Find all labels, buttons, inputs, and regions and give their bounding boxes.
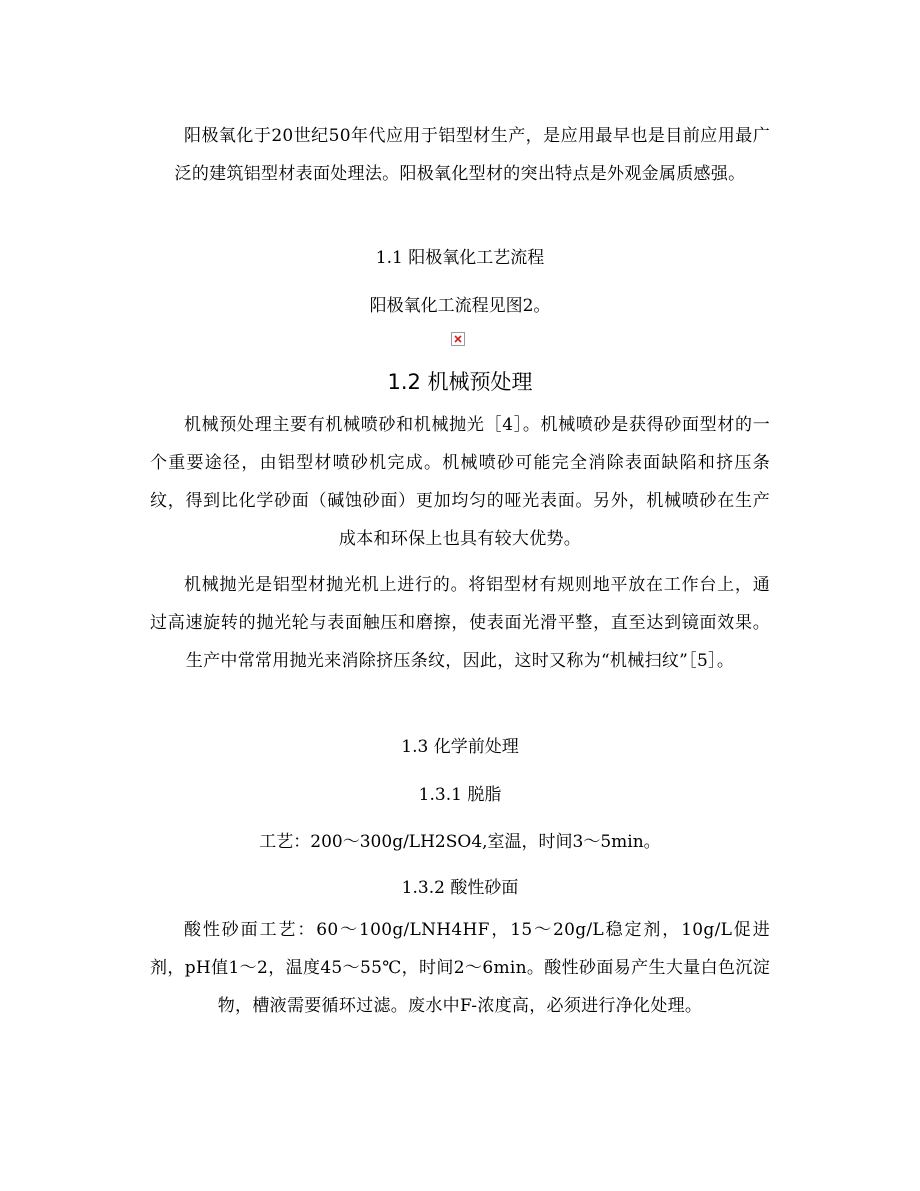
section-1-2-heading: 1.2 机械预处理 bbox=[387, 370, 533, 394]
section-1-1-text: 阳极氧化工流程见图2。 bbox=[369, 296, 551, 316]
section-1-3-heading: 1.3 化学前处理 bbox=[401, 737, 519, 757]
mechanical-polishing-paragraph: 机械抛光是铝型材抛光机上进行的。将铝型材有规则地平放在工作台上，通过高速旋转的抛光轮与表面触压和磨擦，使表面光滑平整，直至达到镜面效果。生产中常常用抛光来消除挤压条纹，因此，这时又称为“机械扫纹”［5］。 bbox=[150, 575, 770, 671]
broken-image-icon bbox=[451, 332, 465, 346]
section-1-3-2-heading: 1.3.2 酸性砂面 bbox=[401, 878, 519, 898]
mechanical-pretreatment-paragraph: 机械预处理主要有机械喷砂和机械抛光［4］。机械喷砂是获得砂面型材的一个重要途径，由铝型材喷砂机完成。机械喷砂可能完全消除表面缺陷和挤压条纹，得到比化学砂面（碱蚀砂面）更加均匀的哑光表面。另外，机械喷砂在生产成本和环保上也具有较大优势。 bbox=[150, 415, 770, 549]
acid-sand-surface-paragraph: 酸性砂面工艺：60～100g/LNH4HF，15～20g/L稳定剂，10g/L促进剂，pH值1～2，温度45～55℃，时间2～6min。酸性砂面易产生大量白色沉淀物，槽液需要循环过滤。废水中F-浓度高，必须进行净化处理。 bbox=[150, 920, 770, 1016]
section-1-1-heading: 1.1 阳极氧化工艺流程 bbox=[375, 248, 545, 268]
degreasing-process-text: 工艺：200～300g/LH2SO4,室温，时间3～5min。 bbox=[259, 832, 661, 852]
intro-paragraph: 阳极氧化于20世纪50年代应用于铝型材生产，是应用最早也是目前应用最广泛的建筑铝型材表面处理法。阳极氧化型材的突出特点是外观金属质感强。 bbox=[174, 126, 770, 184]
section-1-3-1-heading: 1.3.1 脱脂 bbox=[418, 785, 502, 805]
broken-image-x-icon bbox=[454, 335, 462, 343]
